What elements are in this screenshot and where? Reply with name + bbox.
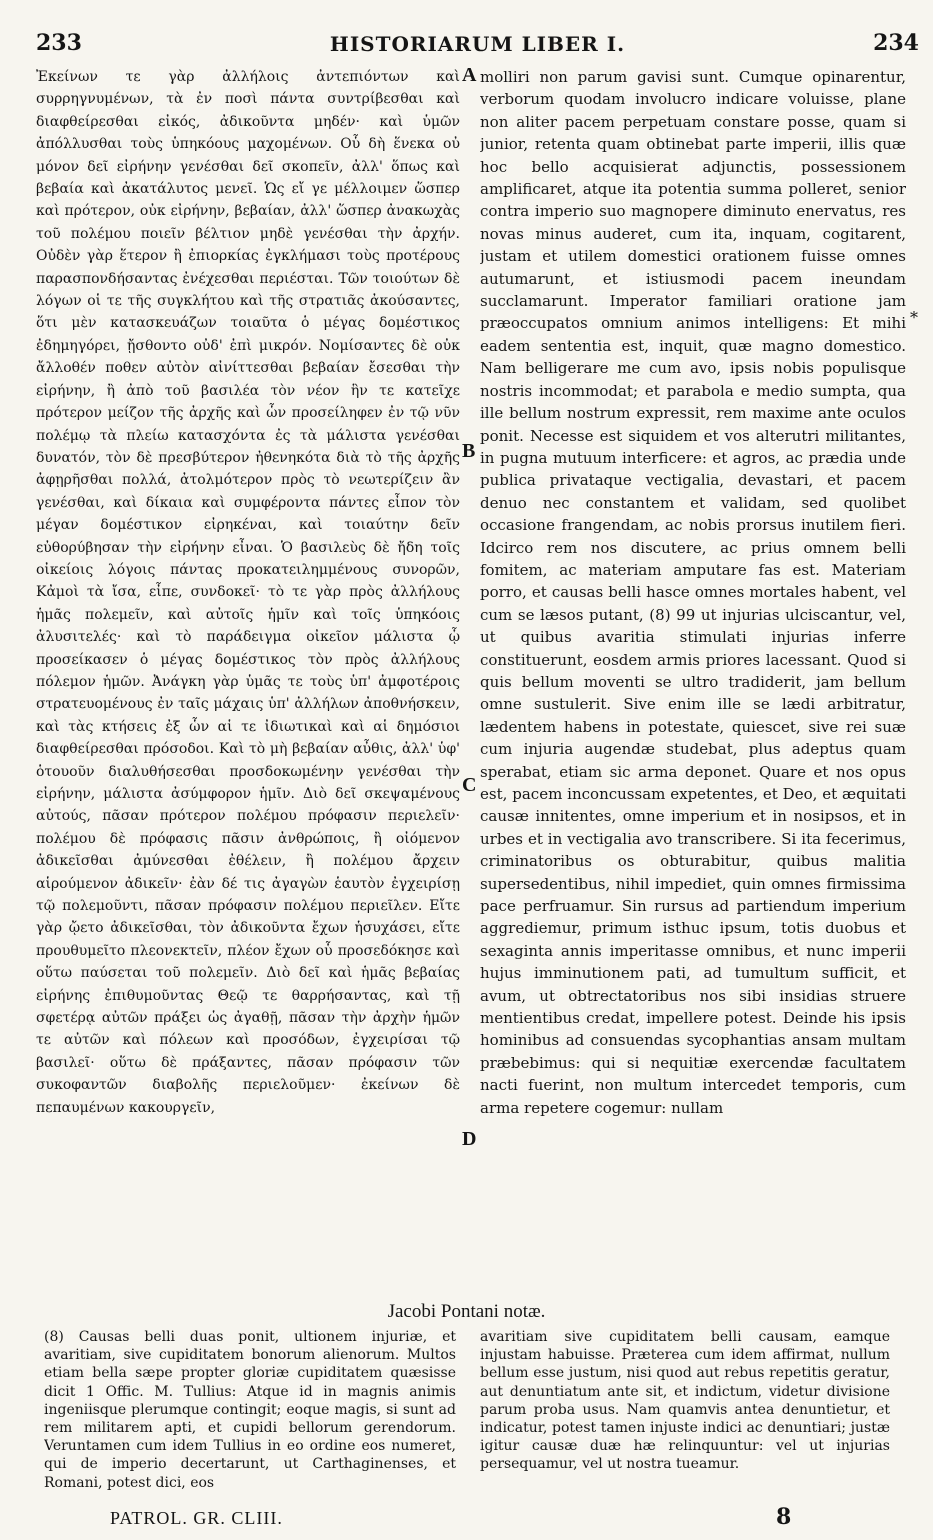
notes-left-column: (8) Causas belli duas ponit, ultionem injuriæ, et avaritiam, sive cupiditatem bonorum alienorum. Multos etiam bella sæpe propter gloriæ cupiditatem quæsisse dicit 1 Offic. M. Tullius: Atque id in magnis animis ingeniisque plerumque contingit; eoque magis, si sunt ad rem militarem apti, et cupidi bellorum gerendorum. Veruntamen cum idem Tullius in eo ordine eos numeret, qui de imperio decertarunt, ut Carthaginenses, et Romani, potest dici, eos: [44, 1329, 456, 1491]
greek-text-column: Ἐκείνων τε γὰρ ἀλλήλοις ἀντεπιόντων καὶ συρρηγνυμένων, τὰ ἐν ποσὶ πάντα συντρίβεσθαι καὶ διαφθείρεσθαι εἰκός, ἀδικοῦντα μηδέν· καὶ ὑμῶν ἀπόλλυσθαι τοὺς ὑπηκόους μαχομένων. Οὗ δὴ ἕνεκα οὐ μόνον δεῖ εἰρήνην γενέσθαι δεῖ σκοπεῖν, ἀλλ' ὅπως καὶ βεβαία καὶ ἀκατάλυτος μενεῖ. Ὡς εἴ γε μέλλοιμεν ὥσπερ καὶ πρότερον, οὐκ εἰρήνην, βεβαίαν, ἀλλ' ὥσπερ ἀνακωχὰς τοῦ πολέμου ποιεῖν βέλτιον μηδὲ γενέσθαι τὴν ἀρχήν. Οὐδὲν γὰρ ἕτερον ἢ ἐπιορκίας ἐγκλήμασι τοὺς προτέρους παρασπονδήσαντας ἐνέχεσθαι περιέσται. Τῶν τοιούτων δὲ λόγων οἱ τε τῆς συγκλήτου καὶ τῆς στρατιᾶς ἀκούσαντες, ὅτι μὲν κατασκευάζων τοιαῦτα ὁ μέγας δομέστικος ἐδημηγόρει, ᾔσθοντο οὐδ' ἐπὶ μικρόν. Νομίσαντες δὲ οὐκ ἄλλοθέν ποθεν αὐτὸν αἰνίττεσθαι βεβαίαν ἔσεσθαι τὴν εἰρήνην, ἢ ἀπὸ τοῦ βασιλέα τὸν νέον ἣν τε κατεῖχε πρότερον μείζον τῆς ἀρχῆς καὶ ὧν προσείληφεν ἐν τῷ νῦν πολέμῳ τὰ πλείω κατασχόντα ἐς τὰ μάλιστα γενέσθαι δυνατόν, τὸν δὲ πρεσβύτερον ἠθενηκότα διὰ τὸ τῆς ἀρχῆς ἀφῃρῆσθαι πολλά, ἀτολμότερον πρὸς τὸ νεωτερίζειν ἂν γενέσθαι, καὶ δίκαια καὶ συμφέροντα πάντες εἶπον τὸν μέγαν δομέστικον εἰρηκέναι, καὶ τοιαύτην δεῖν εὐθορύβησαν τὴν εἰρήνην εἶναι. Ὁ βασιλεὺς δὲ ἤδη τοῖς οἰκείοις λόγοις πάντας προκατειλημμένους συνορῶν, Κἀμοὶ τὰ ἴσα, εἶπε, συνδοκεῖ· τὸ τε γὰρ πρὸς ἀλλήλους ἡμᾶς πολεμεῖν, καὶ αὐτοῖς ἡμῖν καὶ τοῖς ὑπηκόοις ἀλυσιτελές· καὶ τὸ παράδειγμα οἰκεῖον μάλιστα ᾧ προσείκασεν ὁ μέγας δομέστικος τὸν πρὸς ἀλλήλους πόλεμον ἡμῶν. Ἀνάγκη γὰρ ὑμᾶς τε τοὺς ὑπ' ἀμφοτέροις στρατευομένους ἐν ταῖς μάχαις ὑπ' ἀλλήλων ἀποθνήσκειν, καὶ τὰς κτήσεις ἐξ ὧν αἱ τε ἰδιωτικαὶ καὶ αἱ δημόσιοι διαφθείρεσθαι πρόσοδοι. Καὶ τὸ μὴ βεβαίαν αὖθις, ἀλλ' ὑφ' ὁτουοῦν διαλυθήσεσθαι προσδοκωμένην γενέσθαι τὴν εἰρήνην, μάλιστα ἀσύμφορον ἡμῖν. Διὸ δεῖ σκεψαμένους αὐτούς, πᾶσαν πρότερον πολέμου πρόφασιν περιελεῖν· πολέμου δὲ πρόφασις πᾶσιν ἀνθρώποις, ἢ οἰόμενον ἀδικεῖσθαι ἀμύνεσθαι ἐθέλειν, ἢ πολέμου ἄρχειν αἱρούμενον ἀδικεῖν· ἐὰν δέ τις ἀγαγὼν ἑαυτὸν ἐγχειρίσῃ τῷ πολεμοῦντι, πᾶσαν πρόφασιν πολέμου περιεῖλεν. Εἴτε γὰρ ᾤετο ἀδικεῖσθαι, τὸν ἀδικοῦντα ἔχων ἡσυχάσει, εἴτε προυθυμεῖτο πλεονεκτεῖν, πλέον ἔχων οὗ προσεδόκησε καὶ οὕτω παύσεται τοῦ πολεμεῖν. Διὸ δεῖ καὶ ἡμᾶς βεβαίας εἰρήνης ἐπιθυμοῦντας Θεῷ τε θαρρήσαντας, καὶ τῇ σφετέρᾳ αὐτῶν πράξει ὡς ἀγαθῇ, πᾶσαν τὴν ἀρχὴν ἡμῶν τε αὐτῶν καὶ πόλεων καὶ προσόδων, ἐγχειρίσαι τῷ βασιλεῖ· οὕτω δὲ πράξαντες, πᾶσαν πρόφασιν τῶν συκοφαντῶν διαβολῆς περιελοῦμεν· ἐκείνων δὲ πεπαυμένων κακουργεῖν,: [36, 69, 460, 1116]
footer-signature: PATROL. GR. CLIII.: [110, 1508, 283, 1528]
left-page-number: 233: [36, 30, 82, 56]
latin-text-column: molliri non parum gavisi sunt. Cumque opinarentur, verborum quodam involucro indicare voluisse, plane non aliter pacem perpetuam constare posse, quam si junior, retenta quam obtinebat parte imperii, illis quæ hoc bello acquisierat adjunctis, possessionem amplificaret, atque ita potentia summa polleret, senior contra imperio suo magnopere diminuto enervatus, res novas minus auderet, cum ita, inquam, cogitarent, justam et utilem domestici orationem fuisse omnes autumarunt, et istiusmodi pacem ineundam succlamarunt. Imperator familiari oratione jam præoccupatos omnium animos intelligens: Et mihi eadem sententia est, inquit, quæ magno domestico. Nam belligerare me cum avo, ipsis nobis populisque nostris incommodat; et parabola e medio sumpta, qua ille bellum nostrum expressit, rem maxime ante oculos ponit. Necesse est siquidem et vos alterutri militantes, in pugna mutuum interficere: et agros, ac prædia unde publica privataque vectigalia, devastari, et pacem denuo nec constantem et validam, sed quolibet occasione frangendam, ac nobis prorsus inutilem fieri. Idcirco rem nos discutere, ac prius omnem belli fomitem, ac materiam amputare fas est. Materiam porro, et causas belli hasce omnes mortales habent, vel cum se læsos putant, (8) 99 ut injurias ulciscantur, vel, ut quibus avaritia stimulati injurias inferre constituerunt, eosdem armis priores lacessant. Quod si quis bellum moventi se ultro tradiderit, jam bellum omne sustulerit. Sive enim ille se lædi arbitratur, lædentem habens in potestate, quiescet, sive rei suæ cum injuria augendæ studebat, plus adeptus quam sperabat, etiam sic arma deponet. Quare et nos opus est, pacem inconcussam expetentes, et Deo, et æquitati causæ innitentes, omne imperium et in nosipsos, et in urbes et in vectigalia avo transcribere. Si ita fecerimus, criminatoribus os obturabitur, quibus malitia supersedentibus, nihil impediet, quin omnes firmissima pace perfruamur. Sin rursus ad partiendum imperium aggrediemur, primum isthuc ipsum, totis duobus et sexaginta annis imperitasse omnibus, et nunc imperii hujus imminutionem pati, ad tumultum sufficit, et avum, ut obtrectatoribus nos sibi insidias struere mentientibus credat, impellere potest. Deinde his ipsis hominibus ad consuendas sycophantias ansam multam præbebimus: qui si nequitiæ exercendæ facultatem nacti fuerint, non multum intercedet temporis, cum arma repetere cogemur: nullam: [480, 68, 906, 1117]
margin-star: *: [910, 308, 918, 327]
right-page-number: 234: [873, 30, 919, 56]
running-title: HISTORIARUM LIBER I.: [329, 32, 626, 56]
notes-right-column: avaritiam sive cupiditatem belli causam, eamque injustam habuisse. Præterea cum idem affirmat, nullum bellum esse justum, nisi quod aut rebus repetitis geratur, aut denuntiatum ante sit, et indictum, videtur divisione parum proba usus. Nam quamvis antea denuntietur, et indicatur, potest tamen injuste indici ac denuntiari; justæ igitur causæ duæ hæ relinquuntur: vel ut injurias persequamur, vel ut nostra tueamur.: [480, 1329, 890, 1473]
page-header: [36, 30, 919, 60]
margin-letter-c: C: [462, 774, 477, 796]
margin-letter-d: D: [462, 1128, 477, 1150]
footer-sheet-number: 8: [776, 1504, 792, 1530]
margin-letter-a: A: [462, 64, 477, 86]
notes-heading: Jacobi Pontani notæ.: [387, 1301, 546, 1322]
margin-letter-b: B: [462, 440, 476, 462]
